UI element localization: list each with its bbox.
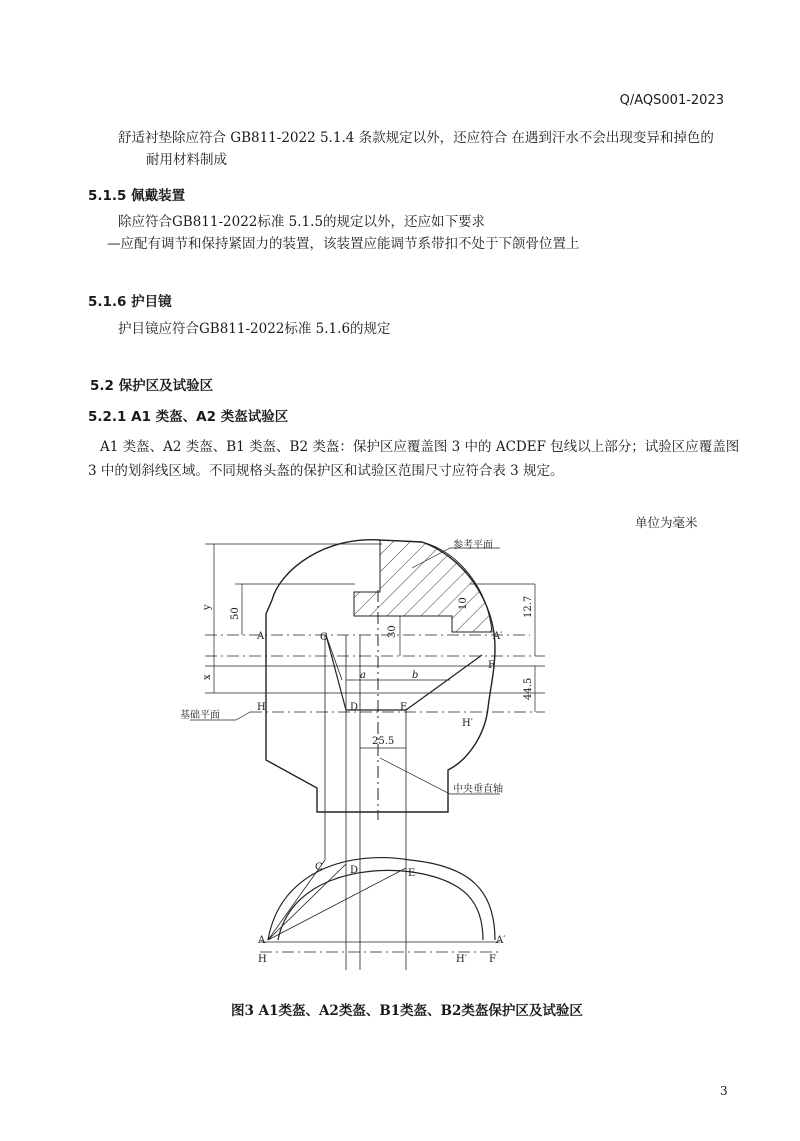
test-area-hatch (354, 540, 492, 632)
label-A-bottom: A (258, 935, 266, 946)
heading-5-1-5: 5.1.5 佩戴装置 (88, 188, 186, 204)
label-D-bottom: D (350, 865, 359, 876)
label-A-prime-bottom: A′ (496, 935, 506, 946)
page-number: 3 (720, 1084, 728, 1098)
dim-12-7: 12.7 (523, 595, 534, 618)
dim-30: 30 (387, 625, 398, 638)
paragraph-5-1-6: 护目镜应符合GB811-2022标准 5.1.6的规定 (118, 321, 391, 337)
label-central-axis: 中央垂直轴 (453, 784, 503, 795)
top-view-outline (268, 858, 495, 940)
dim-25-5: 25.5 (372, 736, 395, 747)
label-E: E (400, 702, 408, 713)
label-ref-plane: 参考平面 (453, 540, 493, 551)
dim-b: b (412, 670, 419, 681)
label-H-prime-bottom: H′ (456, 954, 467, 965)
label-E-bottom: E (408, 868, 416, 879)
heading-5-1-6: 5.1.6 护目镜 (88, 294, 172, 310)
label-H-bottom: H (258, 954, 267, 965)
document-code: Q/AQS001-2023 (619, 93, 724, 108)
paragraph-5-2-1-line1: A1 类盔、A2 类盔、B1 类盔、B2 类盔：保护区应覆盖图 3 中的 ACDEF 包线以上部分；试验区应覆盖图 (100, 439, 740, 455)
paragraph-5-1-5-line2: —应配有调节和保持紧固力的装置，该装置应能调节系带扣不处于下颌骨位置上 (107, 236, 580, 252)
label-C: C (320, 632, 328, 643)
label-H: H (257, 702, 266, 713)
figure-caption: 图3 A1类盔、A2类盔、B1类盔、B2类盔保护区及试验区 (231, 1003, 583, 1019)
dim-10: 10 (458, 597, 469, 610)
dim-50: 50 (230, 607, 241, 620)
label-F-bottom: F (489, 954, 496, 965)
paragraph-5-1-5-line1: 除应符合GB811-2022标准 5.1.5的规定以外，还应如下要求 (118, 214, 486, 230)
paragraph-5-2-1-line2: 3 中的划斜线区域。不同规格头盔的保护区和试验区范围尺寸应符合表 3 规定。 (88, 463, 564, 479)
paragraph-comfort-line1: 舒适衬垫除应符合 GB811-2022 5.1.4 条款规定以外，还应符合 在遇到汗水不会出现变异和掉色的 (118, 130, 714, 146)
label-A-prime: A′ (493, 631, 503, 642)
headform-diagram (150, 530, 570, 970)
label-base-plane: 基础平面 (180, 710, 220, 721)
protection-boundary (326, 635, 482, 710)
label-A: A (257, 631, 265, 642)
dim-y: y (202, 604, 213, 610)
paragraph-comfort-line2: 耐用材料制成 (146, 152, 227, 168)
dim-x: x (202, 674, 213, 680)
heading-5-2: 5.2 保护区及试验区 (90, 378, 214, 394)
label-C-bottom: C (315, 862, 323, 873)
label-D: D (350, 702, 359, 713)
label-F: F (488, 660, 495, 671)
dim-44-5: 44.5 (523, 677, 534, 700)
units-note: 单位为毫米 (635, 515, 698, 530)
dim-a: a (360, 670, 366, 681)
heading-5-2-1: 5.2.1 A1 类盔、A2 类盔试验区 (88, 409, 289, 425)
label-H-prime: H′ (462, 718, 473, 729)
